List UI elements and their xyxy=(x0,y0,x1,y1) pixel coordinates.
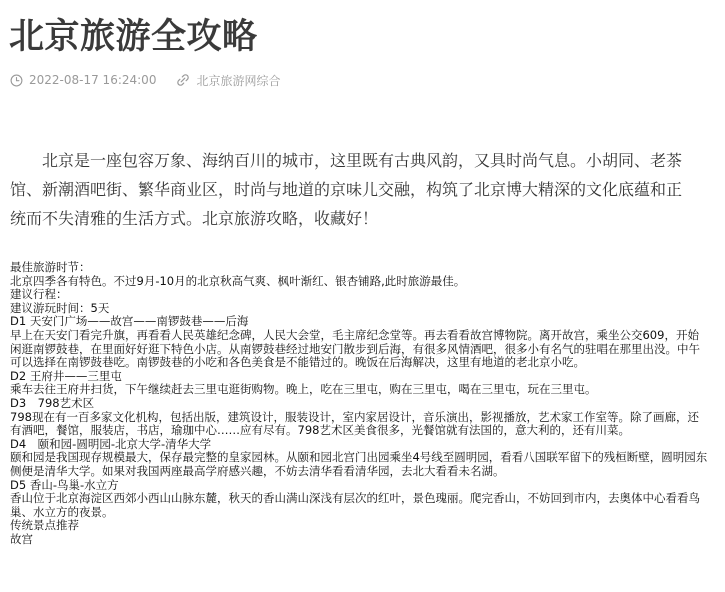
guide-day2-heading: D2 王府井——三里屯 xyxy=(10,368,122,383)
guide-day4-text: 颐和园是我国现存规模最大，保存最完整的皇家园林。从颐和园北宫门出园乘坐4号线至圆明园，看看八国联军留下的残桓断壁，圆明园东侧便是清华大学。如果对我国两座最高学府感兴趣，不妨去清华看看清华园，去北大看看未名湖。 xyxy=(10,450,708,478)
travel-guide xyxy=(10,261,710,546)
guide-day5-text: 香山位于北京海淀区西郊小西山山脉东麓，秋天的香山满山深浅有层次的红叶，景色瑰丽。爬完香山，不妨回到市内，去奥体中心看看鸟巢、水立方的夜景。 xyxy=(10,491,700,519)
guide-day3-text: 798现在有一百多家文化机构，包括出版，建筑设计，服装设计，室内家居设计，音乐演出，影视播放，艺术家工作室等。除了画廊，还有酒吧，餐馆，服装店，书店，瑜珈中心……应有尽有。798艺术区美食很多，光餐馆就有法国的，意大利的，还有川菜。 xyxy=(10,409,699,438)
publish-date xyxy=(10,73,156,87)
guide-heading-itinerary: 建议行程： xyxy=(10,287,68,302)
guide-heading-attractions: 传统景点推荐 xyxy=(10,518,79,533)
guide-heading-season: 最佳旅游时节： xyxy=(10,260,91,274)
guide-day4-heading: D4 颐和园-圆明园-北京大学-清华大学 xyxy=(10,436,212,451)
guide-attraction-item: 故宫 xyxy=(10,531,33,546)
guide-day2-text: 乘车去往王府井扫货，下午继续赶去三里屯逛街购物。晚上，吃在三里屯，购在三里屯，喝在三里屯，玩在三里屯。 xyxy=(10,382,597,397)
guide-day3-heading: D3 798艺术区 xyxy=(10,395,95,410)
publish-date-text: 2022-08-17 16:24:00 xyxy=(29,73,157,87)
intro-paragraph: 北京是一座包容万象、海纳百川的城市，这里既有古典风韵，又具时尚气息。小胡同、老茶馆、新潮酒吧街、繁华商业区，时尚与地道的京味儿交融，构筑了北京博大精深的文化底蕴和正统而不失清雅的生活方式。北京旅游攻略，收藏好！ xyxy=(10,151,683,228)
guide-text-season: 北京四季各有特色。不过9月-10月的北京秋高气爽、枫叶渐红、银杏铺路,此时旅游最佳。 xyxy=(10,273,466,288)
guide-day1-text: 早上在天安门看完升旗，再看看人民英雄纪念碑，人民大会堂，毛主席纪念堂等。再去看看故宫博物院。离开故宫，乘坐公交609，开始闲逛南锣鼓巷，在里面好好逛下特色小店。从南锣鼓巷经过地安门散步到后海，有很多风情酒吧，很多小有名气的驻唱在那里出没。中午可以选择在南锣鼓巷吃。南锣鼓巷的小吃和各色美食是不能错过的。晚饭在后海解决，这里有地道的老北京小吃。 xyxy=(10,327,700,370)
clock-icon xyxy=(10,74,23,87)
guide-text-duration: 建议游玩时间：5天 xyxy=(10,300,110,315)
guide-day1-heading: D1 天安门广场——故宫——南锣鼓巷——后海 xyxy=(10,314,249,329)
article-meta xyxy=(10,70,280,90)
link-icon xyxy=(176,73,190,87)
article-source[interactable] xyxy=(176,72,280,89)
guide-day5-heading: D5 香山-鸟巢-水立方 xyxy=(10,477,119,492)
article-title: 北京旅游全攻略 xyxy=(9,17,258,57)
article-source-text: 北京旅游网综合 xyxy=(196,73,281,88)
